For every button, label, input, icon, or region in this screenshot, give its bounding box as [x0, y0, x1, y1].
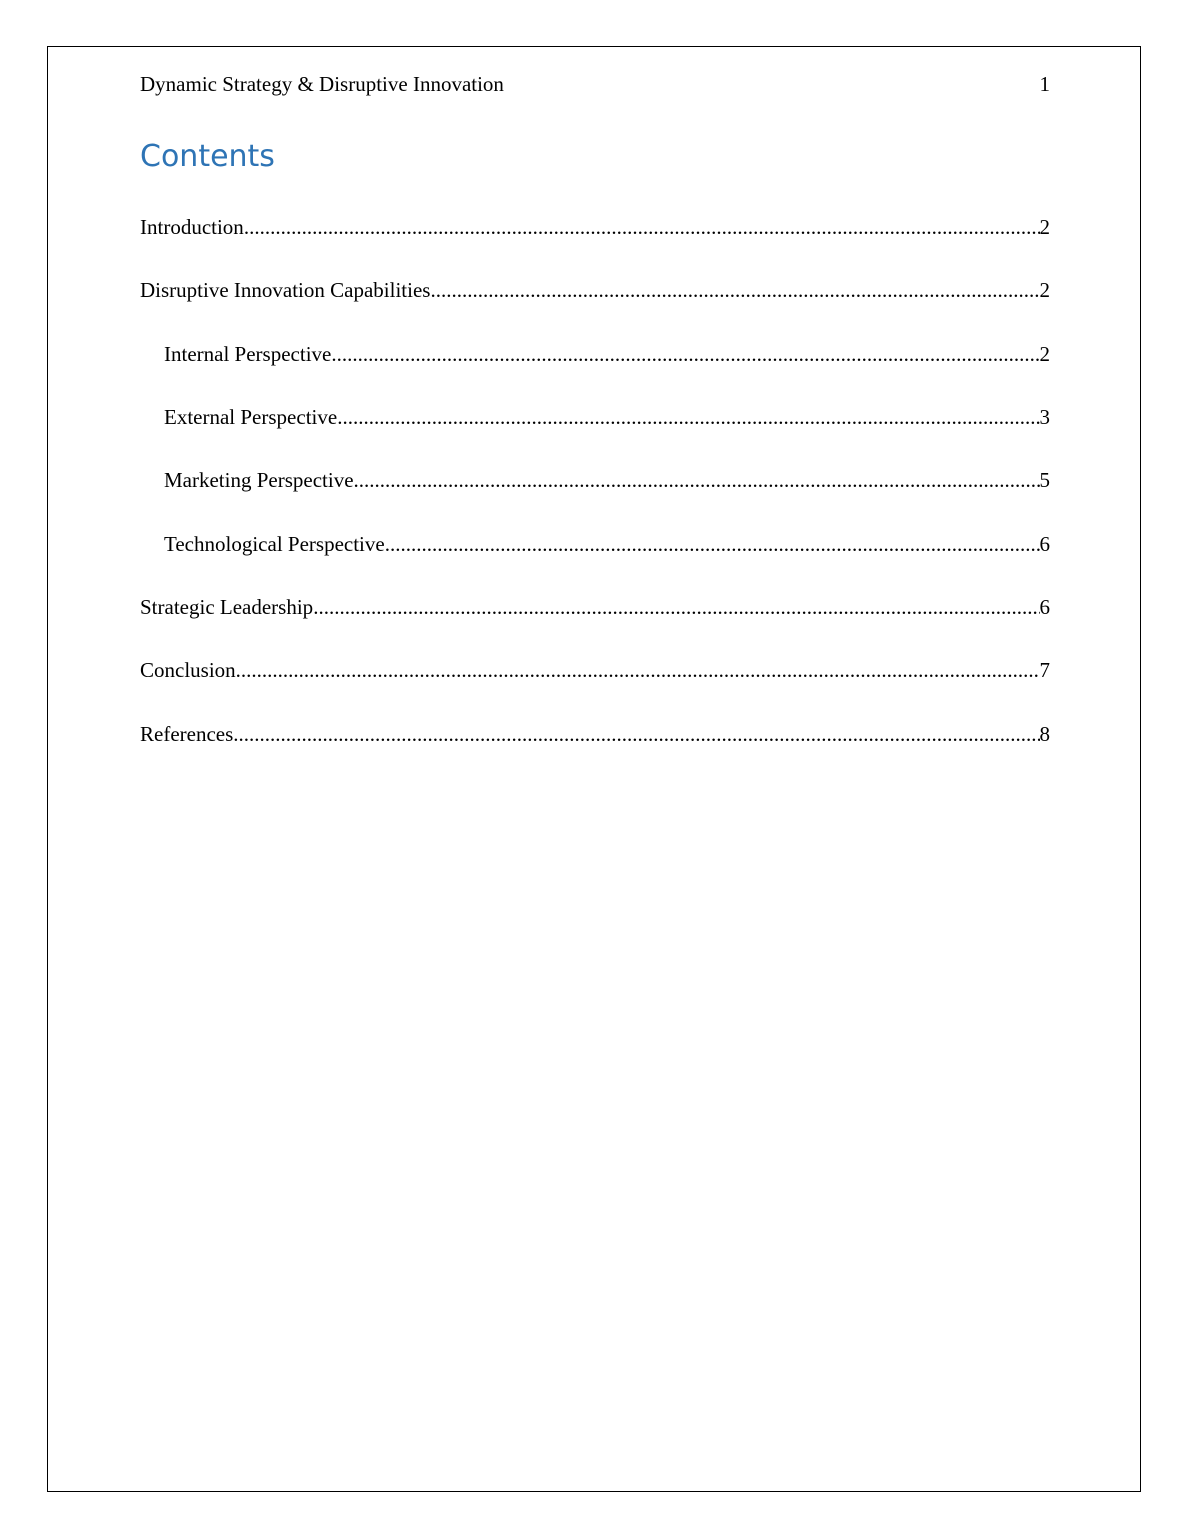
- toc-entry-page: 6: [1039, 595, 1050, 619]
- toc-heading: Contents: [140, 139, 275, 174]
- toc-entry-page: 2: [1039, 342, 1050, 366]
- toc-dot-leader: [331, 340, 1039, 368]
- toc-entry-strategic-leadership[interactable]: [140, 593, 1050, 621]
- toc-dot-leader: [430, 276, 1039, 304]
- toc-entry-page: 5: [1039, 468, 1050, 492]
- toc-dot-leader: [337, 403, 1039, 431]
- toc-entry-label: Technological Perspective: [164, 532, 385, 556]
- toc-entry-page: 2: [1039, 215, 1050, 239]
- toc-dot-leader: [244, 213, 1040, 241]
- header-page-number: 1: [1039, 72, 1050, 96]
- toc-dot-leader: [236, 656, 1040, 684]
- toc-entry-label: Strategic Leadership: [140, 595, 314, 619]
- toc-entry-page: 7: [1039, 658, 1050, 682]
- toc-entry-label: References: [140, 722, 234, 746]
- toc-entry-label: Conclusion: [140, 658, 236, 682]
- header-title: Dynamic Strategy & Disruptive Innovation: [140, 72, 504, 96]
- toc-entry-page: 6: [1039, 532, 1050, 556]
- toc-dot-leader: [233, 720, 1039, 748]
- toc-entry-label: Marketing Perspective: [164, 468, 354, 492]
- toc-entry-references[interactable]: [140, 720, 1050, 748]
- toc-entry-label: External Perspective: [164, 405, 338, 429]
- toc-entry-label: Disruptive Innovation Capabilities: [140, 278, 431, 302]
- toc-entry-page: 8: [1039, 722, 1050, 746]
- toc-entry-introduction[interactable]: [140, 213, 1050, 241]
- toc-entry-external-perspective[interactable]: [164, 403, 1050, 431]
- toc-entry-technological-perspective[interactable]: [164, 530, 1050, 558]
- page-border: [47, 46, 1141, 1492]
- toc-entry-conclusion[interactable]: [140, 656, 1050, 684]
- toc-entry-label: Internal Perspective: [164, 342, 332, 366]
- toc-dot-leader: [354, 466, 1040, 494]
- toc-entry-label: Introduction: [140, 215, 244, 239]
- toc-entry-page: 2: [1039, 278, 1050, 302]
- toc-dot-leader: [385, 530, 1040, 558]
- toc-entry-marketing-perspective[interactable]: [164, 466, 1050, 494]
- toc-dot-leader: [313, 593, 1039, 621]
- toc-entry-page: 3: [1039, 405, 1050, 429]
- toc-entry-internal-perspective[interactable]: [164, 340, 1050, 368]
- page-header: [140, 70, 1050, 98]
- toc-entry-disruptive-innovation-capabilities[interactable]: [140, 276, 1050, 304]
